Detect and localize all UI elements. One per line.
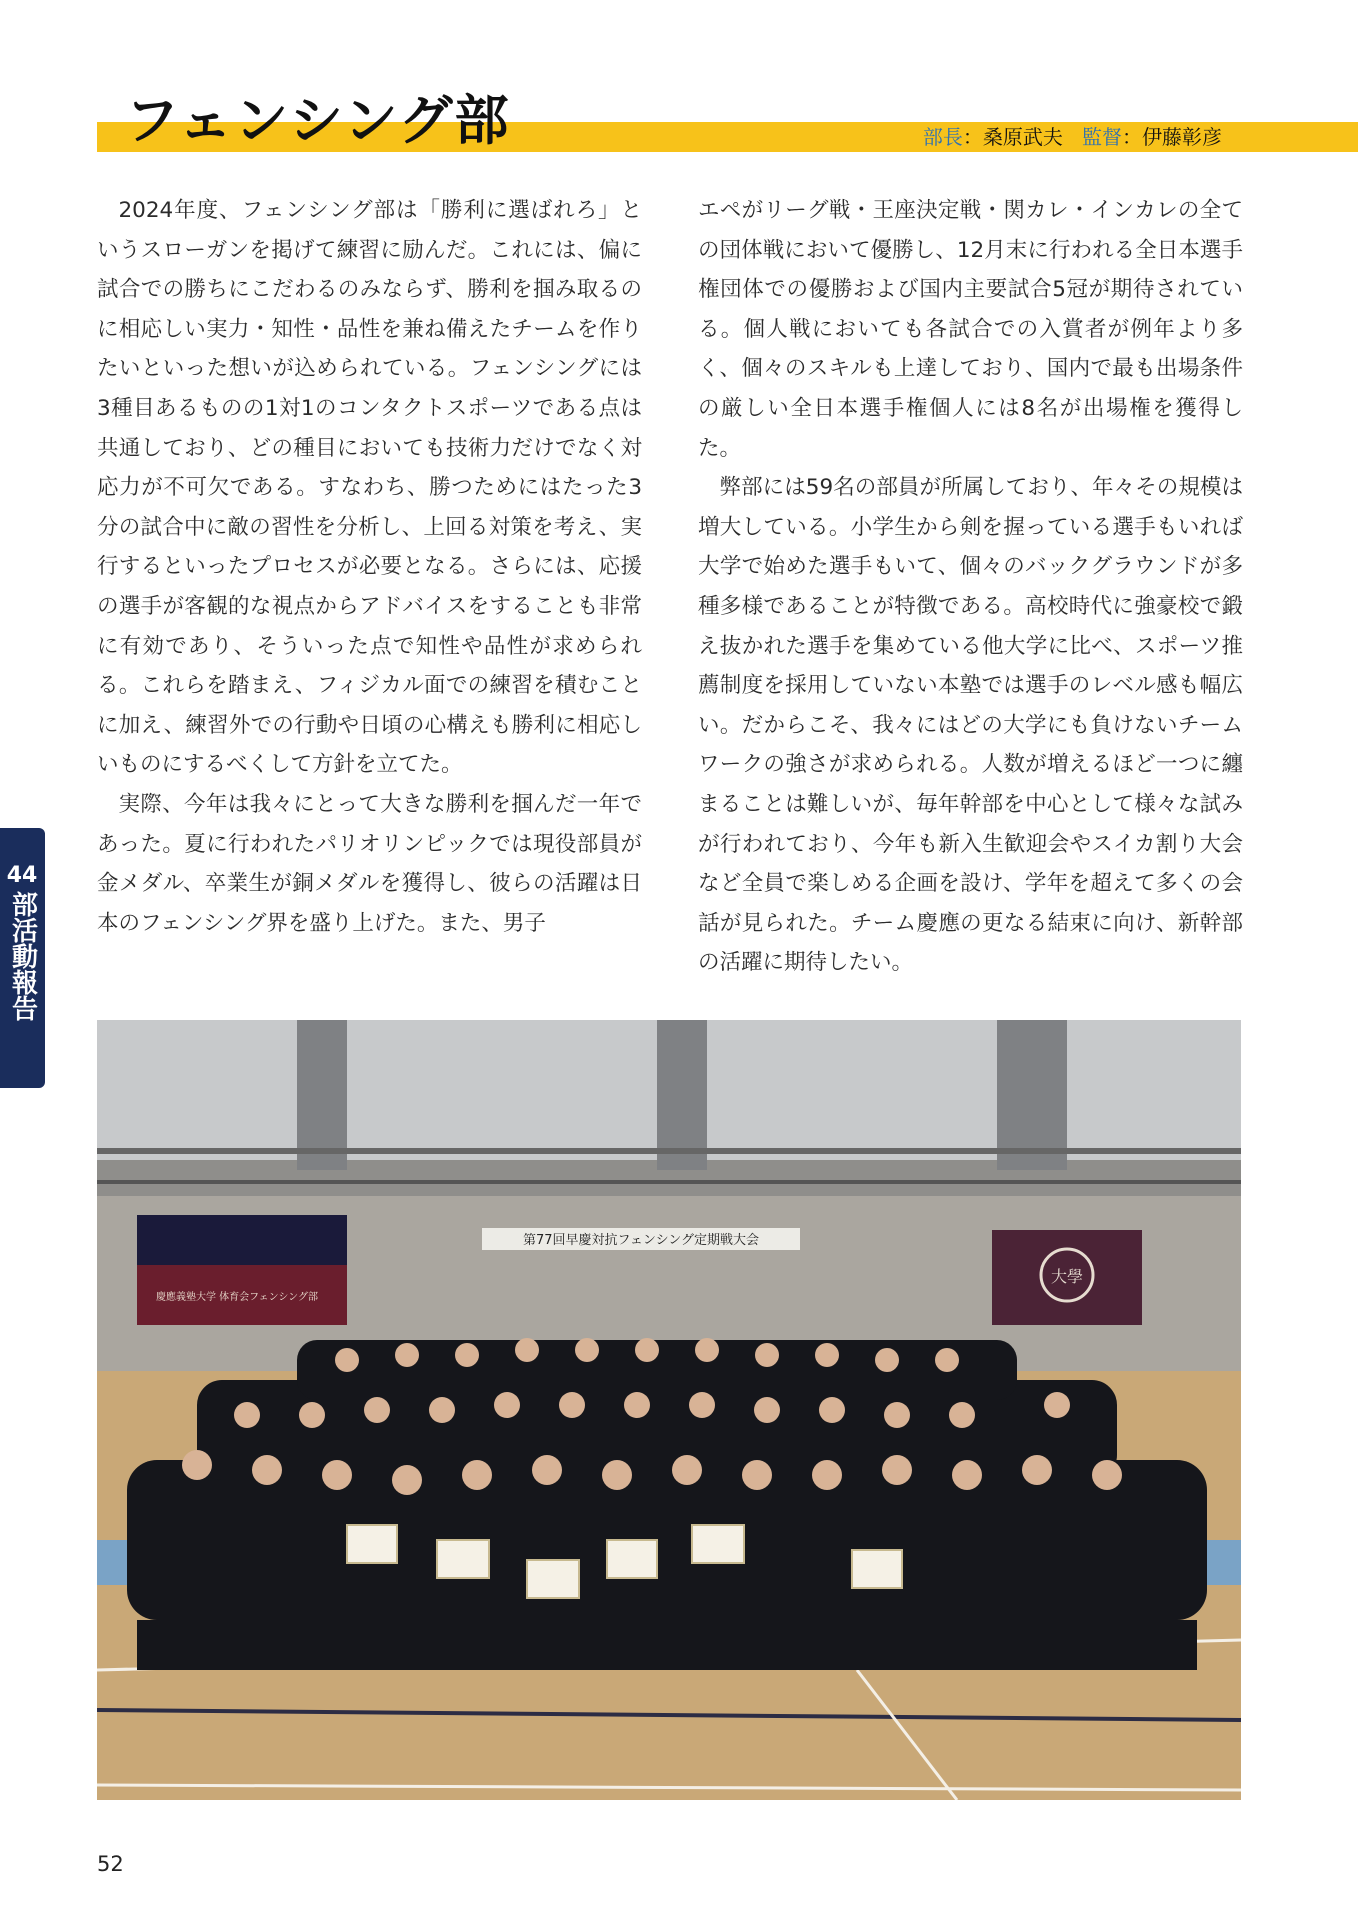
photo-banner-text: 第77回早慶対抗フェンシング定期戦大会 bbox=[523, 1233, 759, 1248]
page-title: フェンシング部 bbox=[125, 89, 511, 152]
page-number: 52 bbox=[97, 1852, 124, 1876]
article-paragraph-2-end: エペがリーグ戦・王座決定戦・関カレ・インカレの全ての団体戦において優勝し、12月末に行われる全日本選手権団体での優勝および国内主要試合5冠が期待されている。個人戦においても各試合での入賞者が例年より多く、個々のスキルも上達しており、国内で最も出場条件の厳しい全日本選手権個人には8名が出場権を獲得した。 bbox=[698, 198, 1243, 461]
section-label: 部活動報告 bbox=[7, 891, 38, 1021]
coach-role-label: 監督 bbox=[1082, 125, 1122, 149]
staff-info bbox=[923, 122, 1222, 152]
captain-separator: ： bbox=[962, 125, 983, 149]
article-paragraph-3: 弊部には59名の部員が所属しており、年々その規模は増大している。小学生から剣を握っている選手もいれば大学で始めた選手もいて、個々のバックグラウンドが多種多様であることが特徴である。高校時代に強豪校で鍛え抜かれた選手を集めている他大学に比べ、スポーツ推薦制度を採用していない本塾では選手のレベル感も幅広い。だからこそ、我々にはどの大学にも負けないチームワークの強さが求められる。人数が増えるほど一つに纏まることは難しいが、毎年幹部を中心として様々な試みが行われており、今年も新入生歓迎会やスイカ割り大会など全員で楽しめる企画を設け、学年を超えて多くの会話が見られた。チーム慶應の更なる結束に向け、新幹部の活躍に期待したい。 bbox=[698, 475, 1243, 976]
section-side-tab-text bbox=[6, 862, 38, 1021]
left-flag-text: 慶應義塾大学 体育会フェンシング部 bbox=[156, 1292, 318, 1303]
article-column-left bbox=[97, 191, 642, 943]
captain-name: 桑原武夫 bbox=[982, 125, 1063, 149]
captain-role-label: 部長 bbox=[922, 125, 963, 149]
article-column-right bbox=[698, 191, 1243, 983]
team-group-photo bbox=[97, 1020, 1241, 1800]
right-flag-emblem: 大學 bbox=[1050, 1267, 1084, 1286]
section-number: 44 bbox=[6, 863, 38, 888]
coach-name: 伊藤彰彦 bbox=[1142, 125, 1222, 149]
article-paragraph-2-start: 実際、今年は我々にとって大きな勝利を掴んだ一年であった。夏に行われたパリオリンピックでは現役部員が金メダル、卒業生が銅メダルを獲得し、彼らの活躍は日本のフェンシング界を盛り上げた。また、男子 bbox=[97, 791, 642, 936]
article-paragraph-1: 2024年度、フェンシング部は「勝利に選ばれろ」というスローガンを掲げて練習に励んだ。これには、偏に試合での勝ちにこだわるのみならず、勝利を掴み取るのに相応しい実力・知性・品性を兼ね備えたチームを作りたいといった想いが込められている。フェンシングには3種目あるものの1対1のコンタクトスポーツである点は共通しており、どの種目においても技術力だけでなく対応力が不可欠である。すなわち、勝つためにはたった3分の試合中に敵の習性を分析し、上回る対策を考え、実行するといったプロセスが必要となる。さらには、応援の選手が客観的な視点からアドバイスをすることも非常に有効であり、そういった点で知性や品性が求められる。これらを踏まえ、フィジカル面での練習を積むことに加え、練習外での行動や日頃の心構えも勝利に相応しいものにするべくして方針を立てた。 bbox=[97, 198, 642, 778]
coach-separator: ： bbox=[1122, 125, 1142, 149]
